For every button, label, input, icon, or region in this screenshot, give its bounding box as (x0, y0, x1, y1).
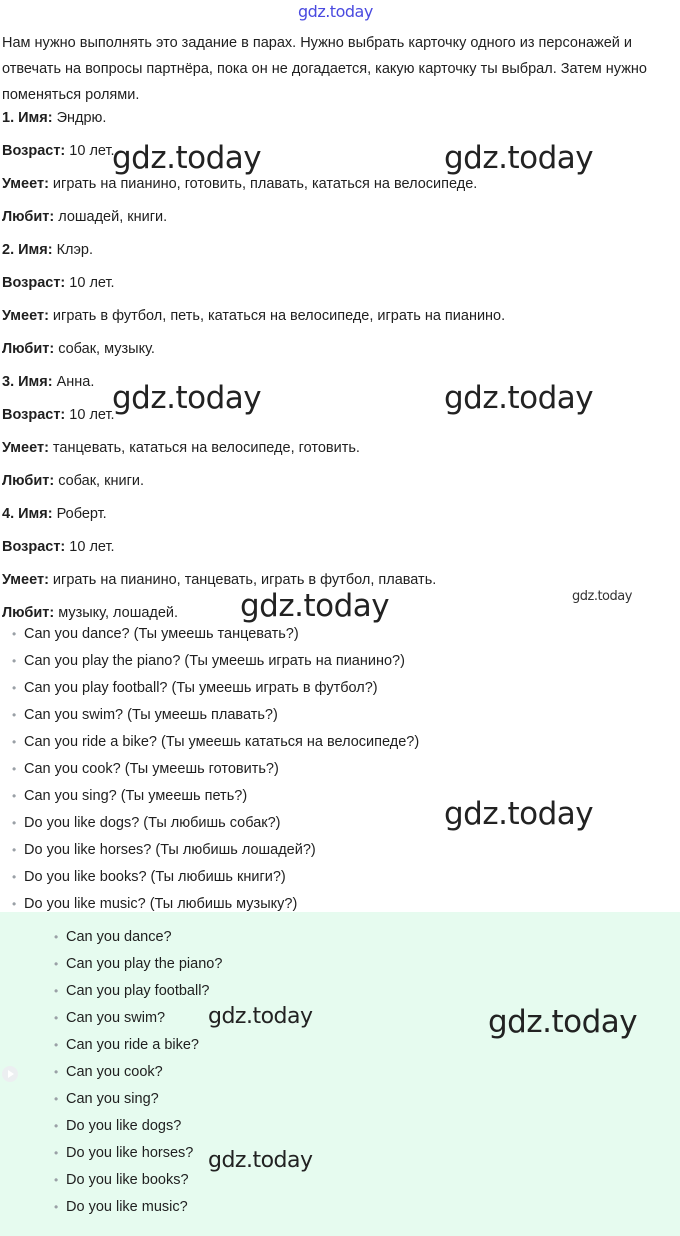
bullet-dot-icon: • (12, 789, 17, 803)
question-item (54, 1006, 222, 1033)
field-label: Умеет: (2, 440, 49, 456)
watermark: gdz.today (208, 1004, 313, 1029)
question-text: Can you dance? (66, 929, 172, 945)
watermark: gdz.today (112, 380, 262, 416)
field-value: Анна. (52, 374, 95, 390)
question-text: Can you play the piano? (66, 956, 223, 972)
bullet-dot-icon: • (54, 1119, 59, 1133)
field-value: 10 лет. (65, 407, 115, 423)
bullet-dot-icon: • (12, 816, 17, 830)
field-label: Любит: (2, 341, 55, 357)
watermark: gdz.today (572, 589, 632, 604)
card-3-name (2, 372, 94, 392)
field-label: 1. Имя: (2, 110, 53, 126)
field-label: Умеет: (2, 572, 49, 588)
question-text: Do you like horses? (66, 1145, 194, 1161)
card-2-age (2, 273, 115, 293)
field-value: собак, книги. (54, 473, 144, 489)
field-label: Умеет: (2, 308, 49, 324)
field-label: 2. Имя: (2, 242, 53, 258)
watermark: gdz.today (488, 1004, 638, 1040)
field-label: Любит: (2, 473, 55, 489)
card-3-can (2, 438, 360, 458)
field-value: 10 лет. (65, 143, 115, 159)
question-item (54, 1060, 222, 1087)
field-value: 10 лет. (65, 275, 115, 291)
question-item (54, 1114, 222, 1141)
watermark: gdz.today (444, 140, 594, 176)
question-text: Do you like books? (66, 1172, 189, 1188)
play-icon[interactable] (2, 1066, 18, 1082)
field-value: Эндрю. (52, 110, 107, 126)
question-text: Can you swim? (Ты умеешь плавать?) (24, 707, 278, 723)
field-label: Умеет: (2, 176, 49, 192)
translated-question-list (12, 622, 419, 919)
bullet-dot-icon: • (54, 1146, 59, 1160)
bullet-dot-icon: • (54, 1065, 59, 1079)
card-4-likes (2, 603, 178, 623)
question-text: Do you like music? (66, 1199, 188, 1215)
bullet-dot-icon: • (54, 957, 59, 971)
question-text: Do you like dogs? (Ты любишь собак?) (24, 815, 281, 831)
field-value: музыку, лошадей. (54, 605, 179, 621)
bullet-dot-icon: • (54, 1038, 59, 1052)
field-value: Роберт. (52, 506, 107, 522)
question-item (12, 838, 419, 865)
question-item (12, 865, 419, 892)
question-item (54, 1168, 222, 1195)
bullet-dot-icon: • (12, 897, 17, 911)
bullet-dot-icon: • (12, 735, 17, 749)
watermark: gdz.today (112, 140, 262, 176)
question-item (12, 730, 419, 757)
field-value: играть в футбол, петь, кататься на велосипеде, играть на пианино. (48, 308, 506, 324)
card-3-likes (2, 471, 144, 491)
bullet-dot-icon: • (12, 843, 17, 857)
field-label: Возраст: (2, 539, 66, 555)
bullet-dot-icon: • (54, 1173, 59, 1187)
card-4-name (2, 504, 107, 524)
question-text: Can you cook? (66, 1064, 163, 1080)
question-text: Do you like horses? (Ты любишь лошадей?) (24, 842, 316, 858)
question-item (54, 1087, 222, 1114)
card-2-name (2, 240, 93, 260)
question-item (12, 784, 419, 811)
question-item (54, 925, 222, 952)
question-text: Can you cook? (Ты умеешь готовить?) (24, 761, 279, 777)
card-1-age (2, 141, 115, 161)
field-label: 4. Имя: (2, 506, 53, 522)
task-intro: Нам нужно выполнять это задание в парах. Нужно выбрать карточку одного из персонажей и отвечать на вопросы партнёра, пока он не догадается, какую карточку ты выбрал. Затем нужно поменяться ролями. (2, 35, 647, 103)
question-item (54, 1033, 222, 1060)
watermark: gdz.today (444, 796, 594, 832)
question-text: Can you play the piano? (Ты умеешь играть на пианино?) (24, 653, 405, 669)
field-label: Любит: (2, 209, 55, 225)
field-label: Возраст: (2, 143, 66, 159)
question-text: Do you like dogs? (66, 1118, 182, 1134)
field-label: Любит: (2, 605, 55, 621)
question-item (12, 676, 419, 703)
bullet-dot-icon: • (12, 870, 17, 884)
question-text: Can you sing? (Ты умеешь петь?) (24, 788, 248, 804)
bullet-dot-icon: • (54, 984, 59, 998)
card-3-age (2, 405, 115, 425)
card-2-likes (2, 339, 155, 359)
bullet-dot-icon: • (12, 762, 17, 776)
field-label: Возраст: (2, 407, 66, 423)
bullet-dot-icon: • (12, 627, 17, 641)
field-value: 10 лет. (65, 539, 115, 555)
question-text: Can you swim? (66, 1010, 166, 1026)
question-item (54, 979, 222, 1006)
card-2-can (2, 306, 505, 326)
card-1-likes (2, 207, 167, 227)
question-text: Can you sing? (66, 1091, 159, 1107)
bullet-dot-icon: • (54, 1011, 59, 1025)
bullet-dot-icon: • (54, 1200, 59, 1214)
bullet-dot-icon: • (12, 681, 17, 695)
field-value: собак, музыку. (54, 341, 155, 357)
question-text: Can you ride a bike? (66, 1037, 199, 1053)
field-label: Возраст: (2, 275, 66, 291)
bullet-dot-icon: • (12, 708, 17, 722)
question-text: Do you like music? (Ты любишь музыку?) (24, 896, 298, 912)
english-question-list (54, 925, 222, 1222)
field-label: 3. Имя: (2, 374, 53, 390)
watermark: gdz.today (240, 588, 390, 624)
question-text: Can you play football? (Ты умеешь играть в футбол?) (24, 680, 378, 696)
field-value: играть на пианино, готовить, плавать, кататься на велосипеде. (48, 176, 478, 192)
card-4-can (2, 570, 436, 590)
bullet-dot-icon: • (54, 1092, 59, 1106)
watermark: gdz.today (444, 380, 594, 416)
field-value: Клэр. (52, 242, 93, 258)
question-item (12, 757, 419, 784)
card-1-can (2, 174, 477, 194)
card-4-age (2, 537, 115, 557)
question-item (12, 703, 419, 730)
question-item (54, 1195, 222, 1222)
card-1-name (2, 108, 106, 128)
site-watermark-top: gdz.today (298, 2, 373, 21)
bullet-dot-icon: • (12, 654, 17, 668)
question-item (12, 811, 419, 838)
watermark: gdz.today (208, 1148, 313, 1173)
question-text: Do you like books? (Ты любишь книги?) (24, 869, 286, 885)
question-text: Can you play football? (66, 983, 210, 999)
field-value: играть на пианино, танцевать, играть в футбол, плавать. (48, 572, 437, 588)
question-text: Can you ride a bike? (Ты умеешь кататься на велосипеде?) (24, 734, 420, 750)
bullet-dot-icon: • (54, 930, 59, 944)
question-text: Can you dance? (Ты умеешь танцевать?) (24, 626, 299, 642)
field-value: лошадей, книги. (54, 209, 168, 225)
question-item (12, 649, 419, 676)
question-item (54, 1141, 222, 1168)
question-item (12, 622, 419, 649)
field-value: танцевать, кататься на велосипеде, готовить. (48, 440, 360, 456)
question-item (54, 952, 222, 979)
